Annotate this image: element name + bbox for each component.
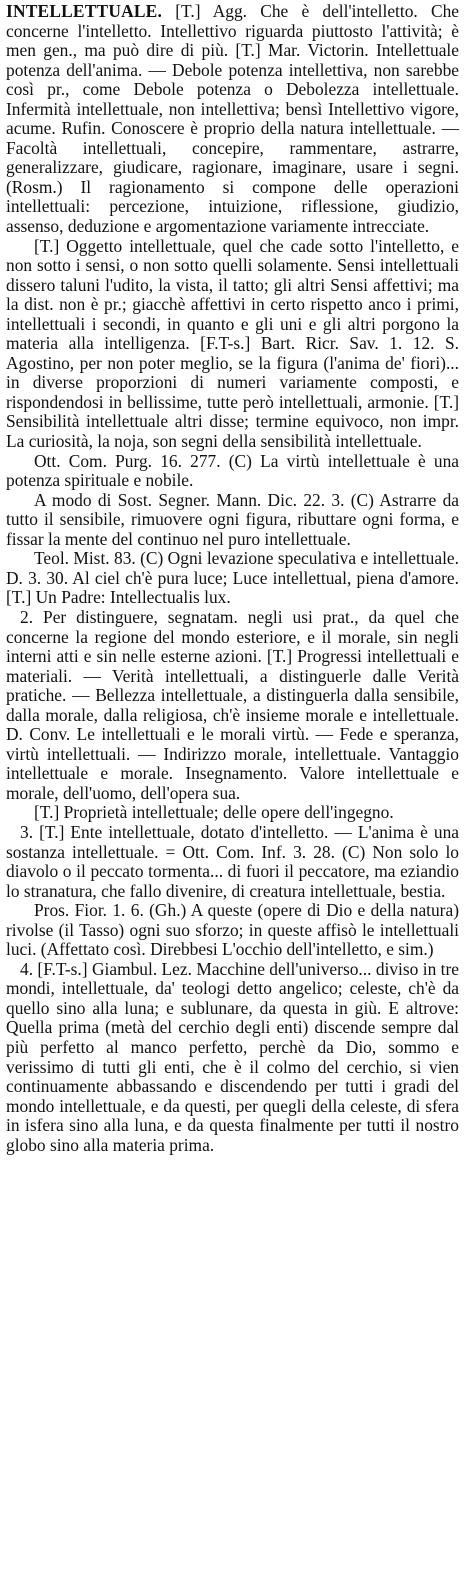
- entry-paragraph-2: [T.] Oggetto intellettuale, quel che cade sotto l'intelletto, e non sotto i sensi, o non sotto quelli solamente. Sensi intellettuali dissero taluni l'udito, la vista, il tatto; gli altri Sensi affettivi; ma la dist. non è pr.; giacchè affettivi in certo rispetto anco i primi, intellettuali i secondi, in quanto e gli uni e gli altri porgono la materia alla intelligenza. [F.T-s.] Bart. Ricr. Sav. 1. 12. S. Agostino, per non poter meglio, se la figura (l'anima de' fiori)... in diverse proporzioni di numeri variamente composti, e rispondendosi in bellissime, tutte però intellettuali, armonie. [T.] Sensibilità intellettuale altri disse; termine equivoco, non impr. La curiosità, la noja, son segni della sensibilità intellettuale.: [6, 235, 459, 452]
- entry-paragraph-10: 4. [F.T-s.] Giambul. Lez. Macchine dell'universo... diviso in tre mondi, intellettuale, da' teologi detto angelico; celeste, ch'è da quello sino alla luna; e sublunare, da questa in giù. E altrove: Quella prima (metà del cerchio degli enti) discende sempre dal più perfetto al manco perfetto, perchè da Dio, sommo e verissimo di tutti gli enti, che è il colmo del cerchio, si vien continuamente abbassando e discendendo per tutti i gradi del mondo intellettuale, e da questi, per quegli della celeste, di sfera in isfera sino alla luna, e da questa finalmente per tutti il nostro globo sino alla materia prima.: [6, 958, 459, 1155]
- entry-headword: INTELLETTUALE.: [6, 1, 162, 21]
- entry-paragraph-9: Pros. Fior. 1. 6. (Gh.) A queste (opere di Dio e della natura) rivolse (il Tasso) ogni suo sforzo; in queste affisò le intellettuali luci. (Affettato così. Direbbesi L'occhio dell'intelletto, e sim.): [6, 900, 459, 960]
- entry-text: [T.] Agg. Che è dell'intelletto. Che concerne l'intelletto. Intellettivo riguarda piuttosto l'attività; è men gen., ma può dire di più. [T.] Mar. Victorin. Intellettuale potenza dell'anima. — Debole potenza intellettiva, non sarebbe così pr., come Debole potenza o Debolezza intellettuale. Infermità intellettuale, non intellettiva; bensì Intellettivo vigore, acume. Rufin. Conoscere è proprio della natura intellettuale. — Facoltà intellettuali, concepire, rammentare, astrarre, generalizzare, giudicare, ragionare, imaginare, usare i segni. (Rosm.) Il ragionamento si compone delle operazioni intellettuali: percezione, intuizione, riflessione, giudizio, assenso, deduzione e argomentazione variamente intrecciate.: [6, 1, 459, 237]
- entry-paragraph-1: [6, 2, 459, 237]
- entry-paragraph-4: A modo di Sost. Segner. Mann. Dic. 22. 3. (C) Astrarre da tutto il sensibile, rimuovere ogni figura, ributtare ogni forma, e fissar la mente del continuo nel puro intellettuale.: [6, 489, 459, 549]
- entry-paragraph-6: 2. Per distinguere, segnatam. negli usi prat., da quel che concerne la regione del mondo esteriore, e il morale, sin negli interni atti e sin nelle esterne azioni. [T.] Progressi intellettuali e materiali. — Verità intellettuali, a distinguerle dalle Verità pratiche. — Bellezza intellettuale, a distinguerla dalla sensibile, dalla morale, dalla religiosa, ch'è insieme morale e intellettuale. D. Conv. Le intellettuali e le morali virtù. — Fede e speranza, virtù intellettuali. — Indirizzo morale, intellettuale. Vantaggio intellettuale e morale. Insegnamento. Valore intellettuale e morale, dell'uomo, dell'opera sua.: [6, 606, 459, 803]
- entry-paragraph-5: Teol. Mist. 83. (C) Ogni levazione speculativa e intellettuale. D. 3. 30. Al ciel ch'è pura luce; Luce intellettual, piena d'amore. [T.] Un Padre: Intellectualis lux.: [6, 548, 459, 608]
- entry-paragraph-7: [T.] Proprietà intellettuale; delle opere dell'ingegno.: [34, 802, 394, 823]
- entry-paragraph-3: Ott. Com. Purg. 16. 277. (C) La virtù intellettuale è una potenza spirituale e nobile.: [6, 450, 459, 491]
- entry-paragraph-8: 3. [T.] Ente intellettuale, dotato d'intelletto. — L'anima è una sostanza intellettuale. = Ott. Com. Inf. 3. 28. (C) Non solo lo diavolo o il peccato tormenta... di fuori il peccatore, ma eziandio lo stranatura, che fallo divenire, di creatura intellettuale, bestia.: [6, 821, 459, 901]
